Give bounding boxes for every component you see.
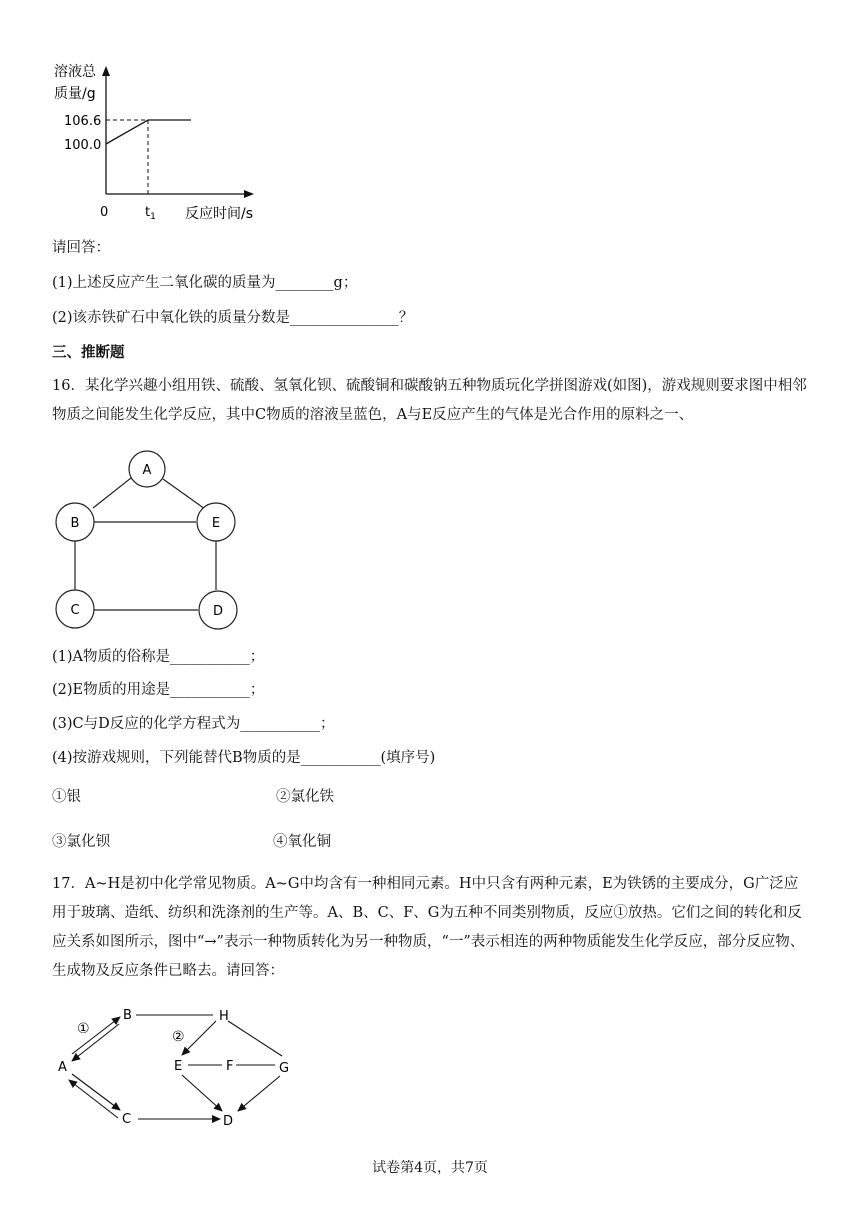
q16-part4: (4)按游戏规则，下列能替代B物质的是___________(填序号): [52, 750, 436, 766]
arrow-C-to-A: [69, 1080, 118, 1118]
edge-A-B: [93, 478, 131, 508]
x-axis-label: 反应时间/s: [185, 206, 254, 222]
section-title: 三、推断题: [52, 344, 125, 361]
node-E-label: E: [211, 516, 221, 531]
t1-label: $t_1$: [145, 205, 156, 222]
edge-A-E: [163, 479, 205, 509]
tick-label-100: 100.0: [64, 138, 102, 153]
mass-time-graph: [48, 58, 288, 228]
arrow-H-to-E: [182, 1021, 216, 1055]
q16-option3: ③氯化钡: [52, 834, 110, 850]
node-C-label: C: [122, 1112, 132, 1127]
node-H-label: H: [219, 1009, 229, 1024]
q15-prompt: 请回答：: [52, 240, 110, 256]
node-D-label: D: [212, 604, 224, 619]
q16-pentagon-diagram: [50, 445, 250, 635]
q16-option1: ①银: [52, 789, 81, 805]
q16-part3: (3)C与D反应的化学方程式为___________；: [52, 716, 335, 732]
y-axis-arrow: [102, 66, 110, 76]
arrow-G-to-D: [238, 1076, 280, 1111]
node-E-label: E: [174, 1059, 183, 1074]
x-axis-arrow: [244, 190, 254, 198]
q16-part1: (1)A物质的俗称是___________；: [52, 649, 265, 665]
y-axis-label-line2: 质量/g: [54, 86, 96, 102]
q15-part1: (1)上述反应产生二氧化碳的质量为________g；: [52, 275, 358, 291]
link-H-G: [228, 1021, 282, 1056]
q15-part2: (2)该赤铁矿石中氧化铁的质量分数是_______________？: [52, 310, 414, 326]
q17-text: 17．A~H是初中化学常见物质。A~G中均含有一种相同元素。H中只含有两种元素，E为铁锈的主要成分，G广泛应用于玻璃、造纸、纺织和洗涤剂的生产等。A、B、C、F、G为五种不同类别物质，反应①放热。它们之间的转化和反应关系如图所示，图中“→”表示一种物质转化为另一种物质，“一”表示相连的两种物质能发生化学反应，部分反应物、生成物及反应条件已略去。请回答：: [52, 876, 805, 979]
y-axis-label-line1: 溶液总: [54, 64, 96, 80]
tick-label-106: 106.6: [64, 114, 102, 129]
arrow-E-to-D: [182, 1075, 222, 1111]
reaction-mark-1: ①: [77, 1021, 90, 1037]
node-F-label: F: [226, 1059, 234, 1074]
node-A-label: A: [142, 463, 152, 478]
q16-text: 16．某化学兴趣小组用铁、硫酸、氢氧化钡、硫酸铜和碳酸钠五种物质玩化学拼图游戏(如图)，游戏规则要求图中相邻物质之间能发生化学反应，其中C物质的溶液呈蓝色，A与E反应产生的气体是光合作用的原料之一、: [52, 378, 807, 423]
node-C-label: C: [70, 603, 80, 618]
node-A-label: A: [58, 1060, 67, 1075]
page-footer: 试卷第4页，共7页: [372, 1160, 488, 1176]
origin-label: 0: [100, 205, 109, 220]
q17-relationship-diagram: [50, 1000, 310, 1140]
q16-option4: ④氧化铜: [273, 834, 331, 850]
arrow-A-to-C: [72, 1074, 120, 1110]
q16-part2: (2)E物质的用途是___________；: [52, 682, 265, 698]
node-D-label: D: [223, 1114, 234, 1129]
q16-option2: ②氯化铁: [276, 789, 334, 805]
node-G-label: G: [279, 1061, 290, 1076]
reaction-mark-2: ②: [172, 1029, 185, 1045]
node-B-label: B: [123, 1008, 132, 1023]
node-B-label: B: [70, 516, 80, 531]
